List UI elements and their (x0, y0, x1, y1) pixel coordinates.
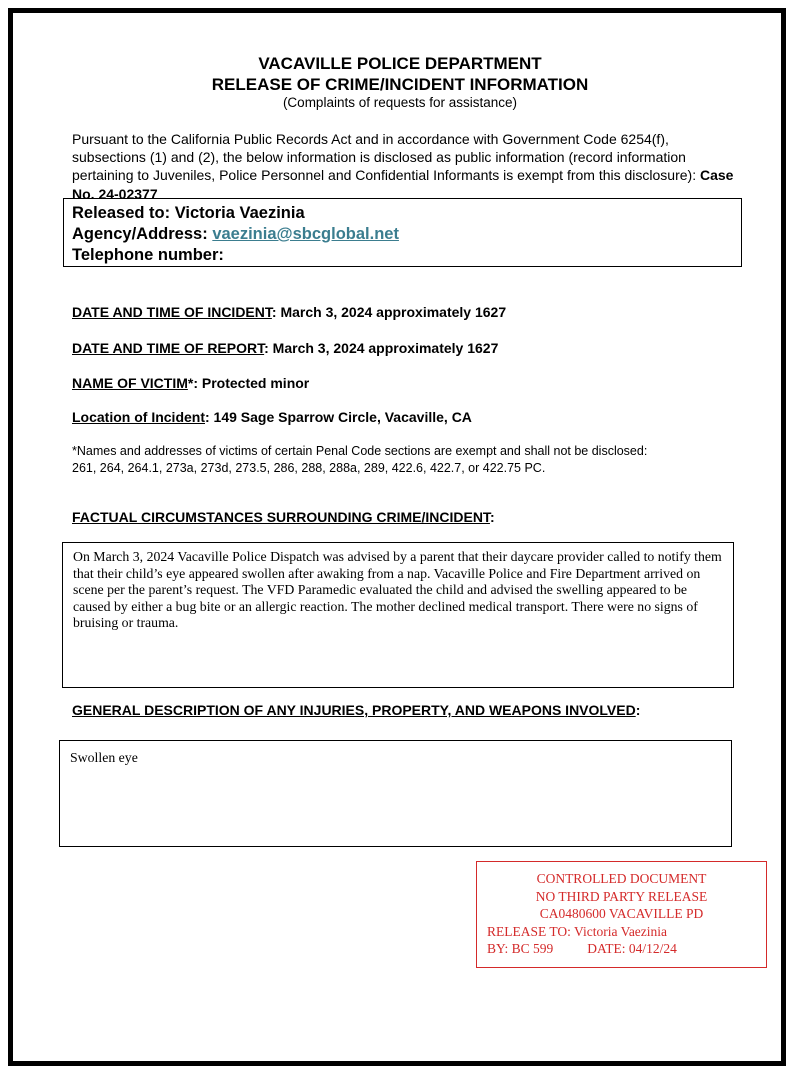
report-datetime-value: : March 3, 2024 approximately 1627 (264, 340, 499, 356)
factual-text: On March 3, 2024 Vacaville Police Dispatch was advised by a parent that their daycare provider called to notify them that their child’s eye appeared swollen after awaking from a nap. Vacaville Police and Fire Department arrived on scene per the parent’s request. The VFD Paramedic evaluated the child and advised the swelling appeared to be caused by either a bug bite or an allergic reaction. The mother declined medical transport. There were no signs of bruising or trauma. (73, 549, 722, 630)
injuries-heading-suffix: : (635, 702, 641, 718)
injuries-text-box (59, 740, 732, 847)
factual-heading-label: FACTUAL CIRCUMSTANCES SURROUNDING CRIME/INCIDENT (72, 509, 490, 525)
intro-text: Pursuant to the California Public Records Act and in accordance with Government Code 6254(f), subsections (1) and (2), the below information is disclosed as public information (record information pertaining to Juveniles, Police Personnel and Confidential Informants is exempt from this disclosure): (72, 131, 700, 184)
stamp-date: DATE: 04/12/24 (587, 941, 677, 956)
form-title: RELEASE OF CRIME/INCIDENT INFORMATION (211, 75, 589, 94)
injuries-heading-label: GENERAL DESCRIPTION OF ANY INJURIES, PROPERTY, AND WEAPONS INVOLVED (72, 702, 636, 718)
stamp-line-2: NO THIRD PARTY RELEASE (535, 888, 708, 904)
incident-datetime-label: DATE AND TIME OF INCIDENT (72, 304, 272, 320)
exemption-note (72, 443, 752, 477)
exemption-note-line-2: 261, 264, 264.1, 273a, 273d, 273.5, 286, 288, 288a, 289, 422.6, 422.7, or 422.75 PC. (72, 461, 546, 475)
case-number: Case No. 24-02377 (72, 167, 734, 202)
intro-paragraph (72, 130, 742, 203)
victim-value: *: Protected minor (187, 375, 310, 391)
stamp-line-3: CA0480600 VACAVILLE PD (539, 906, 704, 921)
telephone-line (72, 245, 741, 266)
released-to-value: Victoria Vaezinia (174, 204, 305, 222)
exemption-note-line-1: *Names and addresses of victims of certain Penal Code sections are exempt and shall not be disclosed: (72, 444, 648, 458)
incident-datetime-field (72, 303, 506, 321)
location-label: Location of Incident (72, 409, 205, 425)
factual-heading-suffix: : (489, 509, 495, 525)
agency-label: Agency/Address: (72, 225, 208, 243)
location-field (72, 408, 472, 426)
incident-datetime-value: : March 3, 2024 approximately 1627 (271, 304, 507, 320)
department-title: VACAVILLE POLICE DEPARTMENT (258, 54, 542, 73)
victim-field (72, 374, 309, 392)
released-to-label: Released to: (72, 204, 171, 222)
form-subtitle: (Complaints of requests for assistance) (282, 95, 518, 110)
released-to-line (72, 203, 741, 224)
stamp-by: BY: BC 599 (487, 941, 554, 956)
report-datetime-field (72, 339, 498, 357)
factual-heading (72, 508, 495, 526)
stamp-line-1: CONTROLLED DOCUMENT (536, 871, 707, 886)
stamp-release-to: RELEASE TO: Victoria Vaezinia (487, 923, 668, 939)
report-datetime-label: DATE AND TIME OF REPORT (72, 340, 265, 356)
released-to-box (63, 198, 742, 267)
stamp-by-date-line (477, 940, 766, 958)
injuries-heading (72, 701, 640, 719)
controlled-document-stamp (476, 861, 767, 968)
location-value: : 149 Sage Sparrow Circle, Vacaville, CA (205, 409, 472, 425)
factual-text-box (62, 542, 734, 688)
telephone-label: Telephone number: (72, 246, 224, 264)
agency-line (72, 224, 741, 245)
victim-label: NAME OF VICTIM (72, 375, 188, 391)
injuries-text: Swollen eye (70, 750, 138, 765)
agency-email-link[interactable]: vaezinia@sbcglobal.net (212, 225, 399, 243)
